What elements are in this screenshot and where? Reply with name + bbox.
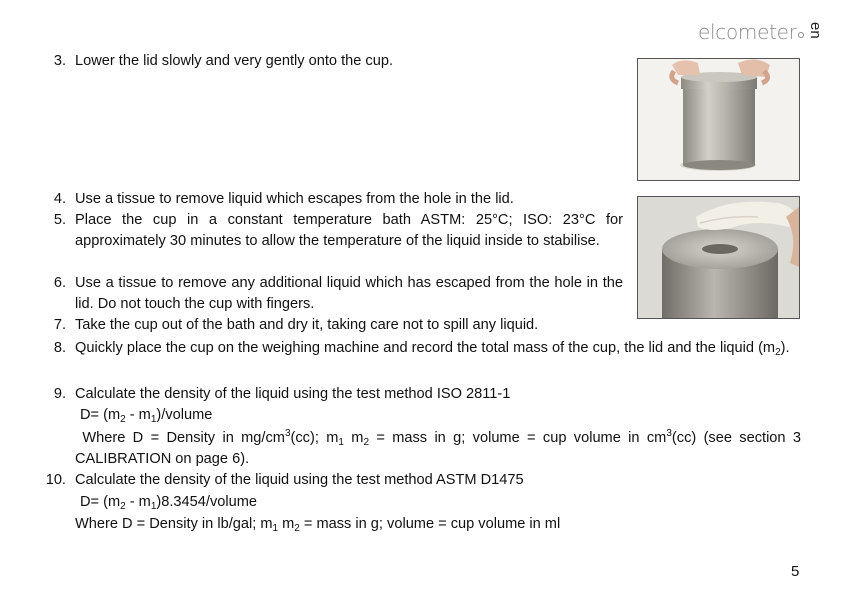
step-number: 8. bbox=[53, 340, 66, 356]
step-text: Quickly place the cup on the weighing machine and record the total mass of the cup, the lid and the liquid $(m_2)$. bbox=[75, 340, 790, 358]
step-number: 4. bbox=[53, 191, 66, 207]
elcometer-logo: elcometer bbox=[698, 22, 804, 43]
step-text: Place the cup in a constant temperature bath ASTM: 25°C; ISO: 23°C for approximately 30 minutes to allow the temperature of the liquid inside to stabilise. bbox=[75, 212, 623, 249]
step-number: 3. bbox=[53, 53, 66, 69]
language-tag: en bbox=[807, 22, 824, 39]
lid-lowering-photo bbox=[637, 58, 800, 181]
step-text: Calculate the density of the liquid using the test method ASTM D1475 bbox=[75, 472, 524, 488]
step-text: Take the cup out of the bath and dry it, taking care not to spill any liquid. bbox=[75, 317, 539, 333]
step-text: Calculate the density of the liquid using the test method ISO 2811-1 bbox=[75, 386, 511, 402]
astm-formula-definition: Where D = Density in lb/gal; $m_1$ $m_2$ = mass in g; volume = cup volume in ml bbox=[75, 516, 561, 534]
astm-density-formula: $D= (m_2$ - $m_1)8.3454$/volume bbox=[80, 494, 258, 512]
iso-density-formula: $D= (m_2$ - $m_1$)/volume bbox=[80, 407, 213, 425]
step-number: 6. bbox=[53, 275, 66, 291]
tissue-wipe-photo bbox=[637, 196, 800, 319]
step-text: Use a tissue to remove liquid which escapes from the hole in the lid. bbox=[75, 191, 514, 207]
step-text: Lower the lid slowly and very gently onto the cup. bbox=[75, 53, 393, 69]
step-number: 5. bbox=[53, 212, 66, 228]
step-text: Use a tissue to remove any additional liquid which has escaped from the hole in the lid. Do not touch the cup with fingers. bbox=[75, 275, 623, 312]
page-number: 5 bbox=[791, 563, 800, 580]
step-number: 7. bbox=[53, 317, 66, 333]
iso-formula-definition: Where D = Density in $mg/cm^3(cc)$; $m_1$ $m_2$ = mass in g; volume = cup volume in $cm^3(cc)$ (see section 3 CALIBRATION on page 6). bbox=[75, 428, 801, 467]
step-number: 9. bbox=[53, 386, 66, 402]
step-number: 10. bbox=[45, 472, 66, 488]
